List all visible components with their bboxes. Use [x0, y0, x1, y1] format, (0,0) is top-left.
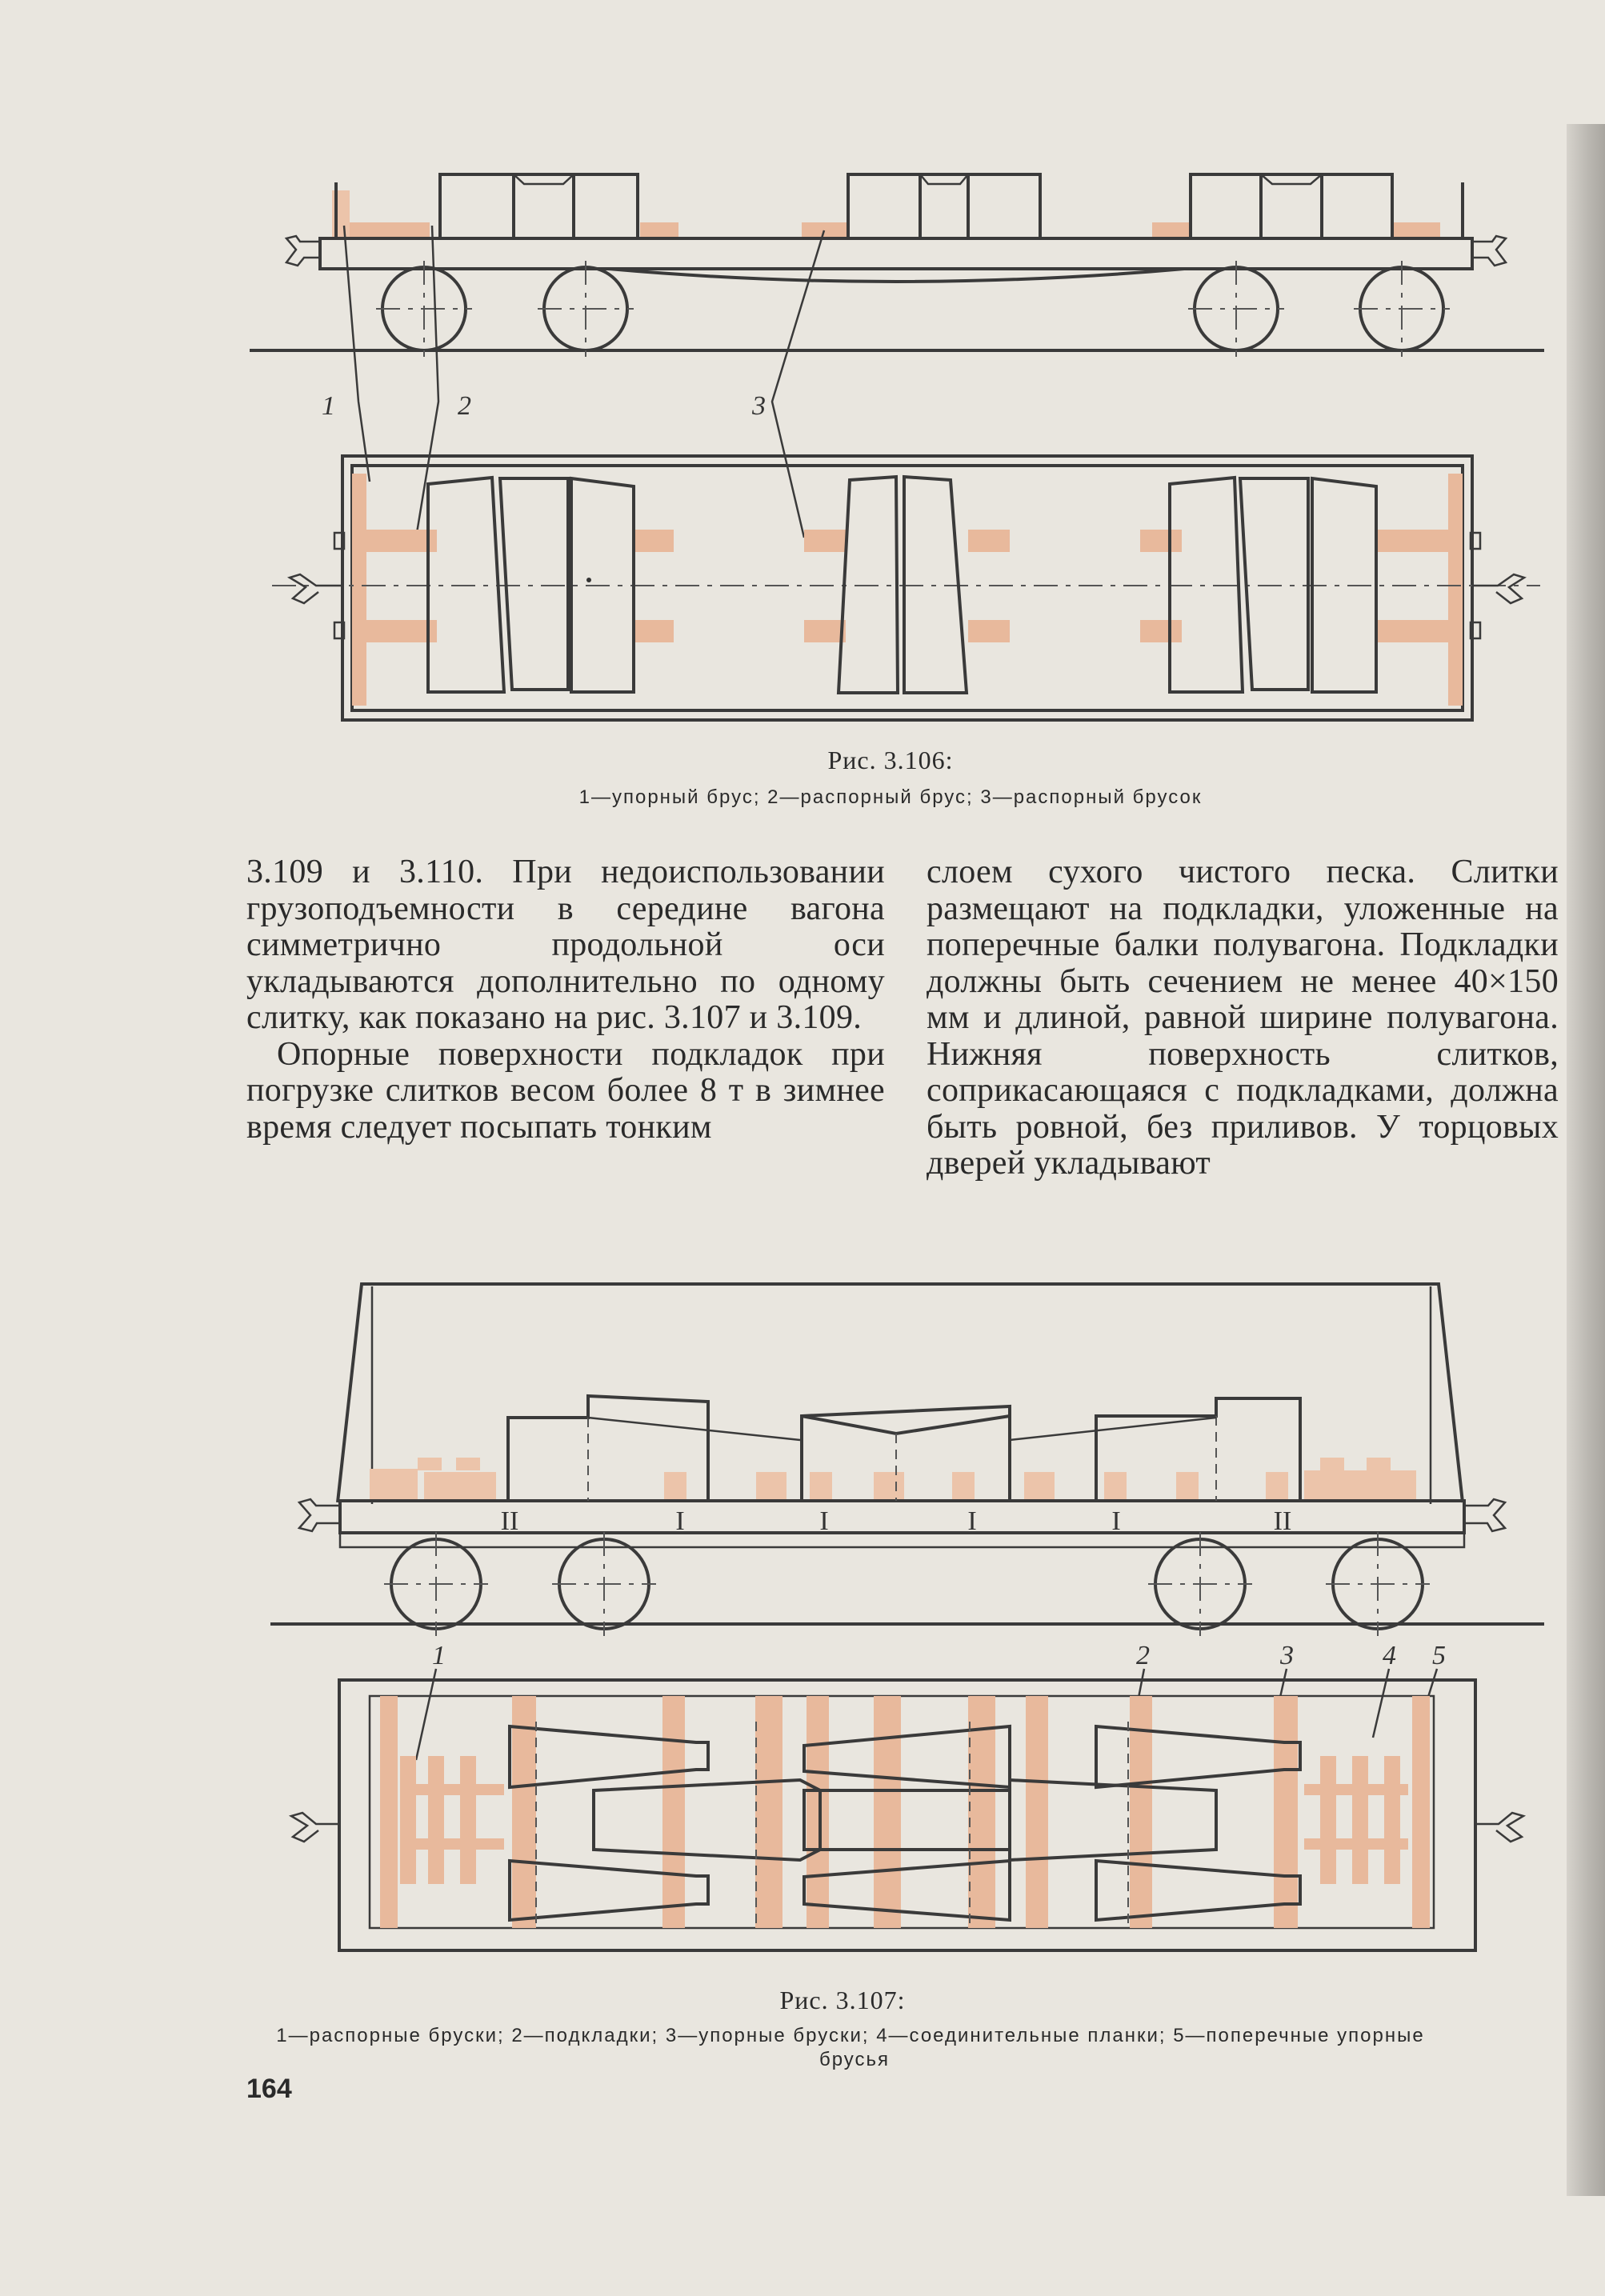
page-number: 164 — [246, 2074, 292, 2104]
flatcar-side-view — [286, 174, 1506, 357]
figure-3-107-drawing — [0, 1272, 1605, 1976]
beam-mark: I — [675, 1506, 685, 1536]
figure-3-106-caption-title: Рис. 3.106: — [827, 746, 954, 774]
figure-3-106-caption-legend: 1—упорный брус; 2—распорный брус; 3—распорный брусок — [578, 786, 1203, 808]
figure-3-106 — [0, 120, 1605, 728]
figure-3-107-caption-title: Рис. 3.107: — [779, 1986, 906, 2014]
left-paragraph-1: 3.109 и 3.110. При недоиспользовании грузоподъемности в середине вагона симметрично продольной оси укладываются дополнительно по одному слитку, как показано на рис. 3.107 и 3.109. — [246, 854, 885, 1036]
beam-mark: II — [500, 1506, 519, 1536]
left-text-column — [246, 854, 885, 1146]
figure-3-107-caption — [0, 1986, 1605, 2071]
beam-mark: I — [1111, 1506, 1121, 1536]
callout-1: 1 — [322, 391, 335, 421]
gondola-plan-view — [291, 1680, 1523, 1950]
left-paragraph-2: Опорные поверхности подкладок при погрузке слитков весом более 8 т в зимнее время следует посыпать тонким — [246, 1035, 885, 1146]
figure-3-107-caption-legend-line1: 1—распорные бруски; 2—подкладки; 3—упорные бруски; 4—соединительные планки; 5—поперечные упорные — [276, 2025, 1425, 2046]
callout-2: 2 — [1136, 1641, 1150, 1670]
figure-3-106-drawing — [0, 120, 1605, 728]
figure-3-106-caption — [0, 746, 1605, 809]
callout-2: 2 — [458, 391, 471, 421]
callout-3: 3 — [752, 391, 766, 421]
right-text-column — [927, 854, 1559, 1182]
callout-1: 1 — [432, 1641, 446, 1670]
gondola-side-view — [299, 1284, 1505, 1547]
flatcar-plan-view — [272, 456, 1540, 720]
callout-3: 3 — [1280, 1641, 1294, 1670]
beam-mark: I — [819, 1506, 829, 1536]
figure-3-107 — [0, 1272, 1605, 1976]
figure-3-107-caption-legend-line2: брусья — [819, 2049, 891, 2070]
right-paragraph-1: слоем сухого чистого песка. Слитки размещают на подкладки, уложенные на поперечные балки полувагона. Подкладки должны быть сечением не менее 40×150 мм и длиной, равной ширине полувагона. Нижняя поверхность слитков, соприкасающаяся с подкладками, должна быть ровной, без приливов. У торцовых дверей укладывают — [927, 854, 1559, 1182]
beam-mark: I — [967, 1506, 977, 1536]
callout-4: 4 — [1383, 1641, 1396, 1670]
callout-5: 5 — [1432, 1641, 1446, 1670]
beam-mark: II — [1273, 1506, 1292, 1536]
